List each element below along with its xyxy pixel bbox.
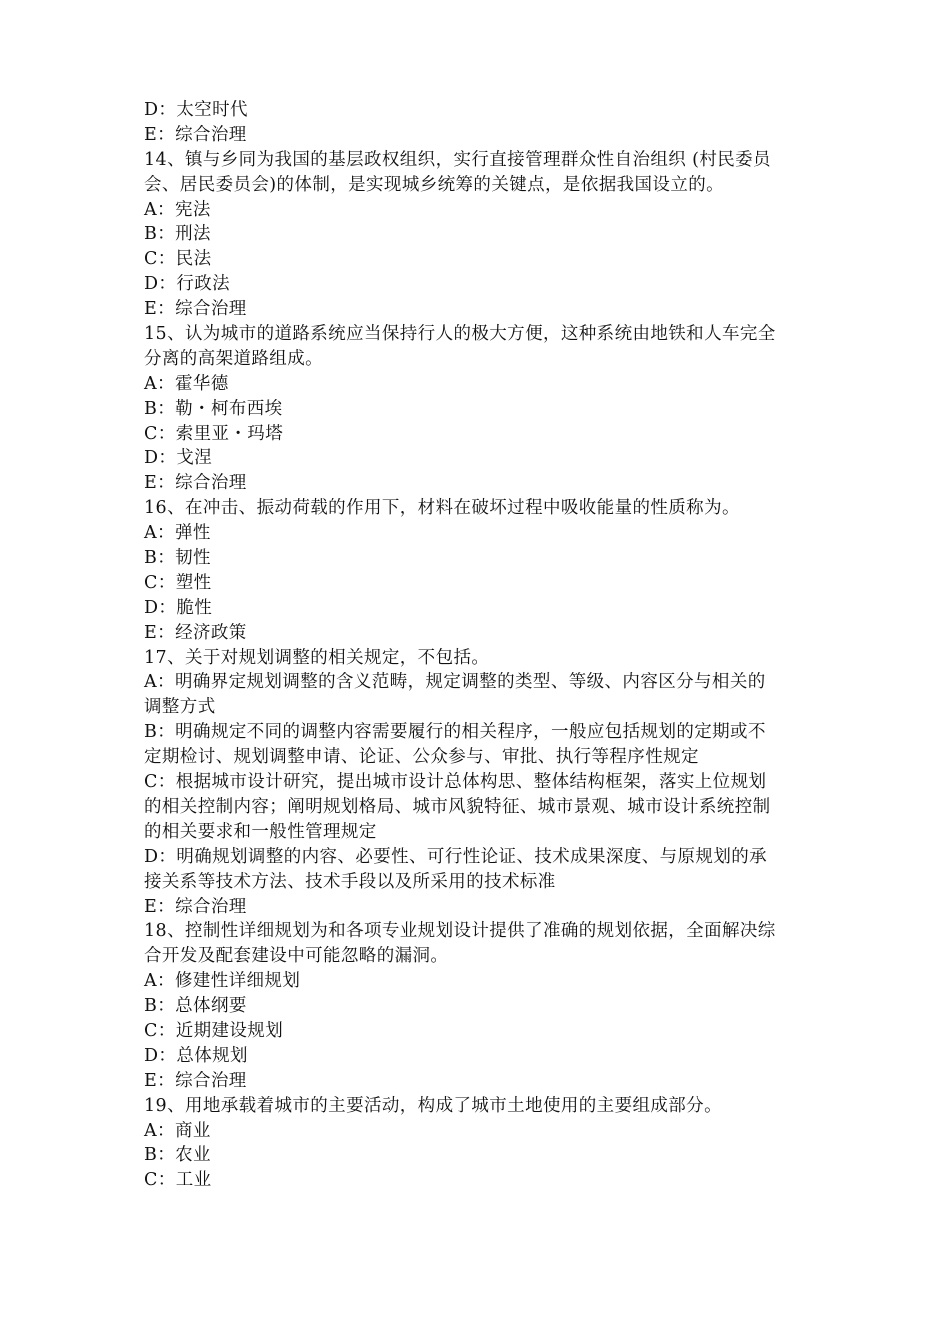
text-line: 调整方式 bbox=[144, 697, 216, 718]
document-body bbox=[144, 98, 824, 1193]
text-line: 18、控制性详细规划为和各项专业规划设计提供了准确的规划依据，全面解决综 bbox=[144, 921, 776, 942]
text-line: 16、在冲击、振动荷载的作用下，材料在破坏过程中吸收能量的性质称为。 bbox=[144, 498, 740, 519]
text-line: 的相关要求和一般性管理规定 bbox=[144, 821, 377, 842]
text-line: A：弹性 bbox=[144, 523, 211, 544]
text-line: 接关系等技术方法、技术手段以及所采用的技术标准 bbox=[144, 871, 556, 892]
text-line: 合开发及配套建设中可能忽略的漏洞。 bbox=[144, 946, 449, 967]
text-line: D：总体规划 bbox=[144, 1045, 248, 1066]
text-line: C：近期建设规划 bbox=[144, 1020, 284, 1041]
text-line: B：明确规定不同的调整内容需要履行的相关程序，一般应包括规划的定期或不 bbox=[144, 722, 766, 743]
text-line: D：脆性 bbox=[144, 597, 213, 618]
text-line: D：戈涅 bbox=[144, 448, 213, 469]
text-line: B：总体纲要 bbox=[144, 996, 247, 1017]
text-line: A：霍华德 bbox=[144, 373, 229, 394]
text-line: B：刑法 bbox=[144, 224, 211, 245]
text-line: C：根据城市设计研究，提出城市设计总体构思、整体结构框架，落实上位规划 bbox=[144, 772, 767, 793]
text-line: 15、认为城市的道路系统应当保持行人的极大方便，这种系统由地铁和人车完全 bbox=[144, 324, 776, 345]
text-line: 定期检讨、规划调整申请、论证、公众参与、审批、执行等程序性规定 bbox=[144, 747, 699, 768]
text-line: E：综合治理 bbox=[144, 1070, 247, 1091]
text-line: 14、镇与乡同为我国的基层政权组织，实行直接管理群众性自治组织 (村民委员 bbox=[144, 149, 771, 170]
text-line: E：经济政策 bbox=[144, 622, 247, 643]
text-line: C：塑性 bbox=[144, 572, 212, 593]
text-line: 分离的高架道路组成。 bbox=[144, 348, 323, 369]
text-line: D：太空时代 bbox=[144, 100, 248, 120]
text-line: 会、居民委员会)的体制，是实现城乡统筹的关键点，是依据我国设立的。 bbox=[144, 174, 725, 195]
text-line: 17、关于对规划调整的相关规定，不包括。 bbox=[144, 647, 490, 668]
text-line: D：明确规划调整的内容、必要性、可行性论证、技术成果深度、与原规划的承 bbox=[144, 846, 768, 867]
text-line: E：综合治理 bbox=[144, 124, 247, 145]
text-line: A：商业 bbox=[144, 1120, 211, 1141]
text-line: C：索里亚・玛塔 bbox=[144, 423, 284, 444]
text-line: B：韧性 bbox=[144, 548, 211, 569]
text-line: E：综合治理 bbox=[144, 473, 247, 494]
text-line: B：勒・柯布西埃 bbox=[144, 398, 283, 419]
text-line: A：宪法 bbox=[144, 199, 211, 220]
text-line: B：农业 bbox=[144, 1145, 211, 1166]
text-line: D：行政法 bbox=[144, 274, 231, 295]
text-line: E：综合治理 bbox=[144, 299, 247, 320]
text-line: A：明确界定规划调整的含义范畴，规定调整的类型、等级、内容区分与相关的 bbox=[144, 672, 766, 693]
text-line: E：综合治理 bbox=[144, 896, 247, 917]
text-line: C：民法 bbox=[144, 249, 212, 270]
text-line: 的相关控制内容；阐明规划格局、城市风貌特征、城市景观、城市设计系统控制 bbox=[144, 796, 771, 817]
text-line: 19、用地承载着城市的主要活动，构成了城市土地使用的主要组成部分。 bbox=[144, 1095, 722, 1116]
text-line: C：工业 bbox=[144, 1170, 212, 1191]
text-line: A：修建性详细规划 bbox=[144, 971, 301, 992]
